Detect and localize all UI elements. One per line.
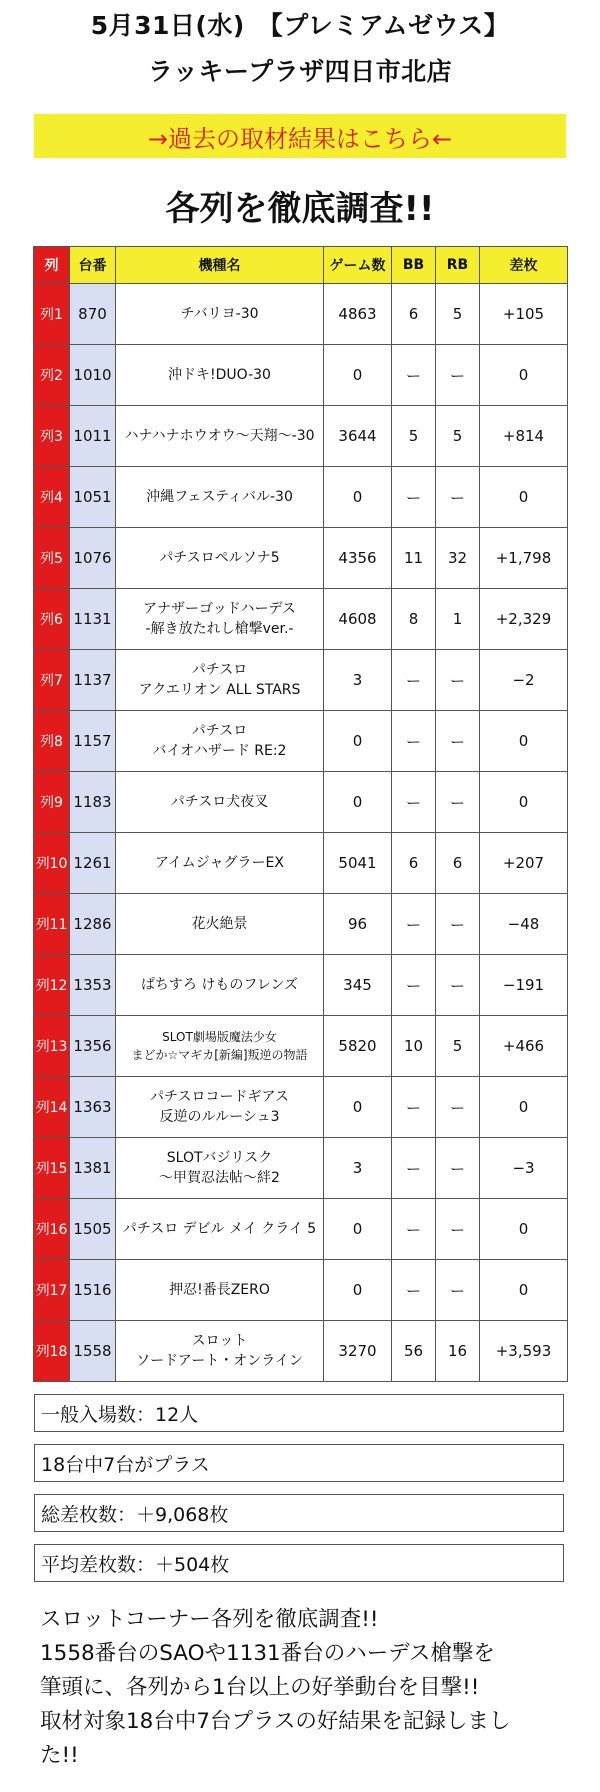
row-bb: ー — [392, 1138, 436, 1199]
row-bb: ー — [392, 772, 436, 833]
row-model-name — [116, 345, 324, 406]
row-bb: ー — [392, 955, 436, 1016]
row-machine-no: 1157 — [70, 711, 116, 772]
row-bb: ー — [392, 894, 436, 955]
row-games: 5820 — [324, 1016, 392, 1077]
row-model-name — [116, 589, 324, 650]
row-bb: ー — [392, 1260, 436, 1321]
row-games: 3 — [324, 1138, 392, 1199]
row-diff: +1,798 — [480, 528, 568, 589]
row-col-label: 列1 — [34, 284, 70, 345]
summary-line: 取材対象18台中7台プラスの好結果を記録しまし — [40, 1709, 511, 1734]
header-games: ゲーム数 — [324, 247, 392, 284]
table-row — [34, 284, 568, 345]
row-model-name — [116, 650, 324, 711]
model-name-line: アナザーゴッドハーデス — [143, 601, 296, 617]
table-header-row — [34, 247, 568, 284]
row-rb: ー — [436, 955, 480, 1016]
table-row — [34, 1321, 568, 1382]
row-bb: ー — [392, 1077, 436, 1138]
row-diff: +2,329 — [480, 589, 568, 650]
row-model-name — [116, 406, 324, 467]
row-diff: 0 — [480, 772, 568, 833]
row-col-label: 列10 — [34, 833, 70, 894]
row-col-label: 列7 — [34, 650, 70, 711]
model-name-line: スロット — [191, 1333, 248, 1349]
row-col-label: 列9 — [34, 772, 70, 833]
row-model-name — [116, 1199, 324, 1260]
row-games: 0 — [324, 772, 392, 833]
row-games: 0 — [324, 345, 392, 406]
row-bb: ー — [392, 345, 436, 406]
row-games: 4863 — [324, 284, 392, 345]
table-row — [34, 894, 568, 955]
row-rb: 5 — [436, 284, 480, 345]
model-name-line: 〜甲賀忍法帖〜絆2 — [159, 1170, 280, 1186]
model-name-line: パチスロ — [191, 723, 248, 739]
row-col-label: 列5 — [34, 528, 70, 589]
row-rb: 5 — [436, 406, 480, 467]
model-name-line: パチスロ — [191, 662, 248, 678]
row-machine-no: 1516 — [70, 1260, 116, 1321]
table-row — [34, 955, 568, 1016]
row-diff: +105 — [480, 284, 568, 345]
row-machine-no: 1011 — [70, 406, 116, 467]
row-bb: 11 — [392, 528, 436, 589]
row-machine-no: 1286 — [70, 894, 116, 955]
table-row — [34, 833, 568, 894]
total-diff-stat: 総差枚数：＋9,068枚 — [34, 1494, 564, 1532]
row-games: 5041 — [324, 833, 392, 894]
row-games: 3644 — [324, 406, 392, 467]
plus-count-stat: 18台中7台がプラス — [34, 1444, 564, 1482]
results-body — [34, 284, 568, 1382]
row-rb: ー — [436, 1260, 480, 1321]
store-name-heading: ラッキープラザ四日市北店 — [147, 57, 453, 86]
results-table — [33, 246, 568, 1382]
model-name-line: まどか☆マギカ[新編]叛逆の物語 — [131, 1048, 308, 1062]
table-row — [34, 1077, 568, 1138]
model-name-line: 押忍!番長ZERO — [169, 1282, 270, 1298]
row-diff: 0 — [480, 1077, 568, 1138]
row-rb: ー — [436, 650, 480, 711]
row-col-label: 列14 — [34, 1077, 70, 1138]
model-name-line: アイムジャグラーEX — [155, 855, 284, 871]
visitors-stat: 一般入場数：12人 — [34, 1394, 564, 1432]
table-row — [34, 650, 568, 711]
row-rb: 16 — [436, 1321, 480, 1382]
row-model-name — [116, 1138, 324, 1199]
row-diff: −48 — [480, 894, 568, 955]
row-diff: +3,593 — [480, 1321, 568, 1382]
header-model-name: 機種名 — [116, 247, 324, 284]
model-name-line: パチスロ デビル メイ クライ 5 — [122, 1221, 317, 1237]
table-row — [34, 1138, 568, 1199]
model-name-line: バイオハザード RE:2 — [152, 743, 287, 759]
row-machine-no: 1010 — [70, 345, 116, 406]
row-bb: ー — [392, 711, 436, 772]
row-bb: 5 — [392, 406, 436, 467]
row-rb: 1 — [436, 589, 480, 650]
model-name-line: パチスロペルソナ5 — [159, 550, 280, 566]
row-games: 4356 — [324, 528, 392, 589]
row-machine-no: 1261 — [70, 833, 116, 894]
row-games: 0 — [324, 1260, 392, 1321]
row-col-label: 列16 — [34, 1199, 70, 1260]
row-model-name — [116, 955, 324, 1016]
table-row — [34, 1016, 568, 1077]
row-col-label: 列6 — [34, 589, 70, 650]
row-col-label: 列8 — [34, 711, 70, 772]
row-diff: 0 — [480, 467, 568, 528]
header-rb: RB — [436, 247, 480, 284]
header-machine-no: 台番 — [70, 247, 116, 284]
row-diff: −3 — [480, 1138, 568, 1199]
row-games: 3 — [324, 650, 392, 711]
summary-line: 1558番台のSAOや1131番台のハーデス槍撃を — [40, 1641, 495, 1666]
model-name-line: 沖ドキ!DUO-30 — [168, 367, 271, 383]
row-bb: ー — [392, 650, 436, 711]
table-row — [34, 772, 568, 833]
table-row — [34, 1199, 568, 1260]
row-model-name — [116, 467, 324, 528]
row-machine-no: 1356 — [70, 1016, 116, 1077]
table-row — [34, 528, 568, 589]
row-bb: 6 — [392, 284, 436, 345]
row-rb: ー — [436, 1077, 480, 1138]
model-name-line: パチスロ犬夜叉 — [170, 794, 269, 810]
model-name-line: パチスロコードギアス — [150, 1089, 289, 1105]
summary-line: た!! — [40, 1743, 79, 1768]
row-diff: +207 — [480, 833, 568, 894]
row-machine-no: 1558 — [70, 1321, 116, 1382]
table-row — [34, 589, 568, 650]
table-row — [34, 345, 568, 406]
model-name-line: チバリヨ-30 — [180, 306, 259, 322]
row-model-name — [116, 772, 324, 833]
header-diff: 差枚 — [480, 247, 568, 284]
row-model-name — [116, 1260, 324, 1321]
row-games: 345 — [324, 955, 392, 1016]
row-bb: ー — [392, 1199, 436, 1260]
model-name-line: 沖縄フェスティバル-30 — [146, 489, 293, 505]
row-col-label: 列11 — [34, 894, 70, 955]
row-rb: ー — [436, 1138, 480, 1199]
section-title: 各列を徹底調査!! — [165, 189, 435, 229]
row-bb: 56 — [392, 1321, 436, 1382]
row-machine-no: 1381 — [70, 1138, 116, 1199]
table-row — [34, 467, 568, 528]
row-rb: ー — [436, 894, 480, 955]
row-rb: 32 — [436, 528, 480, 589]
row-model-name — [116, 833, 324, 894]
model-name-line: 花火絶景 — [191, 916, 248, 932]
row-diff: 0 — [480, 1260, 568, 1321]
row-machine-no: 1363 — [70, 1077, 116, 1138]
row-games: 96 — [324, 894, 392, 955]
row-col-label: 列13 — [34, 1016, 70, 1077]
row-bb: ー — [392, 467, 436, 528]
row-col-label: 列17 — [34, 1260, 70, 1321]
row-diff: 0 — [480, 1199, 568, 1260]
table-row — [34, 1260, 568, 1321]
row-games: 0 — [324, 711, 392, 772]
row-bb: 8 — [392, 589, 436, 650]
model-name-line: ぱちすろ けものフレンズ — [140, 977, 299, 993]
date-model-heading: 5月31日(水) 【プレミアムゼウス】 — [90, 11, 510, 40]
row-machine-no: 1505 — [70, 1199, 116, 1260]
row-col-label: 列4 — [34, 467, 70, 528]
row-diff: 0 — [480, 711, 568, 772]
row-model-name — [116, 1016, 324, 1077]
row-model-name — [116, 894, 324, 955]
row-diff: +466 — [480, 1016, 568, 1077]
row-model-name — [116, 1077, 324, 1138]
header-col: 列 — [34, 247, 70, 284]
row-machine-no: 1076 — [70, 528, 116, 589]
row-bb: 6 — [392, 833, 436, 894]
row-rb: ー — [436, 1199, 480, 1260]
row-machine-no: 870 — [70, 284, 116, 345]
row-col-label: 列2 — [34, 345, 70, 406]
avg-diff-stat: 平均差枚数：＋504枚 — [34, 1544, 564, 1582]
row-machine-no: 1183 — [70, 772, 116, 833]
row-rb: ー — [436, 467, 480, 528]
table-row — [34, 711, 568, 772]
row-col-label: 列18 — [34, 1321, 70, 1382]
model-name-line: ソードアート・オンライン — [136, 1353, 303, 1369]
row-games: 0 — [324, 1077, 392, 1138]
row-model-name — [116, 1321, 324, 1382]
row-diff: +814 — [480, 406, 568, 467]
row-games: 3270 — [324, 1321, 392, 1382]
model-name-line: アクエリオン ALL STARS — [138, 682, 301, 698]
row-col-label: 列12 — [34, 955, 70, 1016]
row-games: 4608 — [324, 589, 392, 650]
row-model-name — [116, 284, 324, 345]
summary-line: 筆頭に、各列から1台以上の好挙動台を目撃!! — [40, 1675, 480, 1700]
row-rb: 6 — [436, 833, 480, 894]
past-results-link[interactable]: →過去の取材結果はこちら← — [34, 114, 566, 158]
row-model-name — [116, 528, 324, 589]
row-diff: 0 — [480, 345, 568, 406]
row-col-label: 列15 — [34, 1138, 70, 1199]
row-diff: −191 — [480, 955, 568, 1016]
row-games: 0 — [324, 467, 392, 528]
summary-line: スロットコーナー各列を徹底調査!! — [40, 1607, 379, 1632]
model-name-line: -解き放たれし槍撃ver.- — [145, 621, 294, 637]
row-col-label: 列3 — [34, 406, 70, 467]
row-machine-no: 1051 — [70, 467, 116, 528]
row-model-name — [116, 711, 324, 772]
model-name-line: ハナハナホウオウ〜天翔〜-30 — [124, 428, 315, 444]
row-rb: ー — [436, 711, 480, 772]
row-games: 0 — [324, 1199, 392, 1260]
table-row — [34, 406, 568, 467]
row-machine-no: 1353 — [70, 955, 116, 1016]
header-bb: BB — [392, 247, 436, 284]
row-machine-no: 1137 — [70, 650, 116, 711]
row-machine-no: 1131 — [70, 589, 116, 650]
summary-text — [40, 1603, 570, 1773]
model-name-line: 反逆のルルーシュ3 — [159, 1109, 280, 1125]
row-rb: 5 — [436, 1016, 480, 1077]
row-bb: 10 — [392, 1016, 436, 1077]
model-name-line: SLOT劇場版魔法少女 — [162, 1030, 277, 1044]
row-diff: −2 — [480, 650, 568, 711]
row-rb: ー — [436, 345, 480, 406]
row-rb: ー — [436, 772, 480, 833]
model-name-line: SLOTバジリスク — [166, 1150, 273, 1166]
